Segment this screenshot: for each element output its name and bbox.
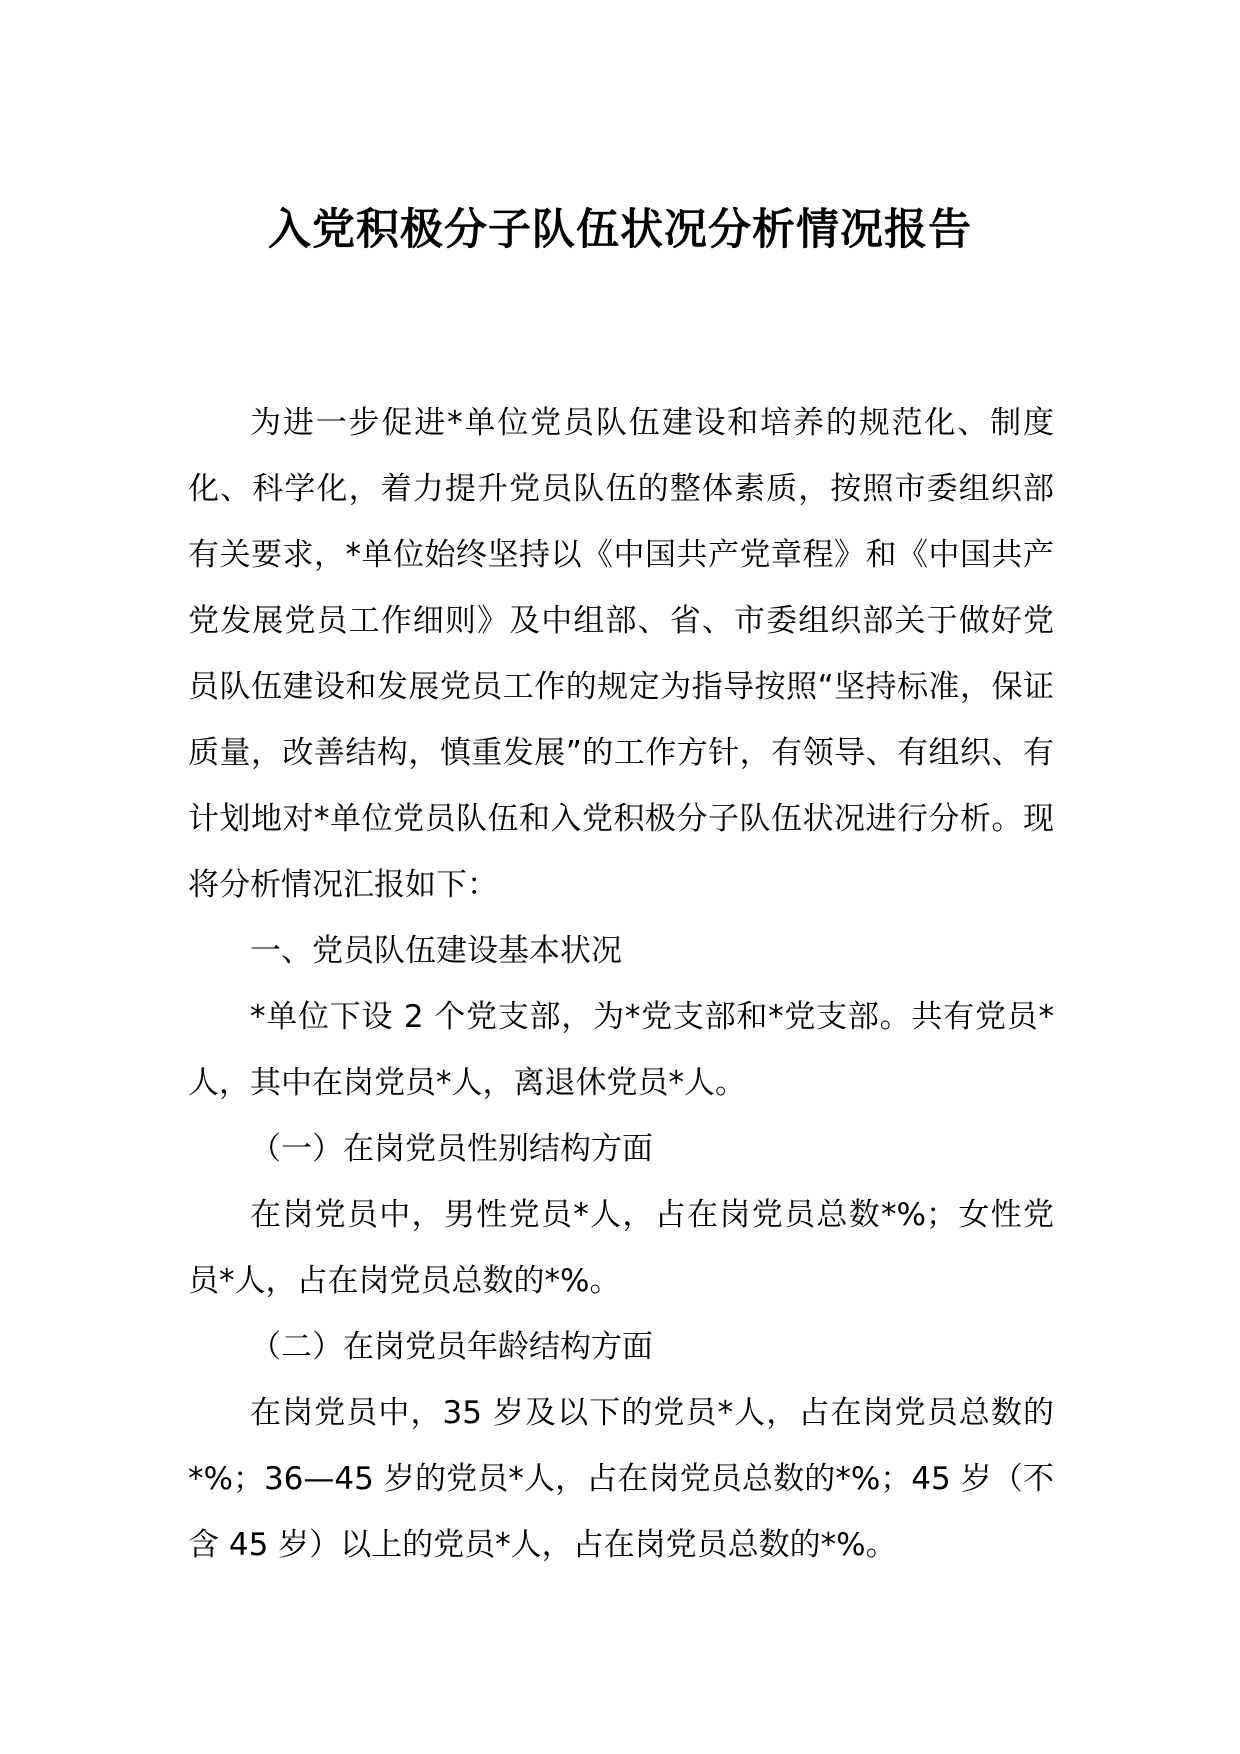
branch-overview-paragraph: *单位下设 2 个党支部，为*党支部和*党支部。共有党员*人，其中在岗党员*人，离退休党员*人。 bbox=[188, 999, 1054, 1101]
section-heading-1: 一、党员队伍建设基本状况 bbox=[250, 933, 622, 969]
subsection-heading-gender: （一）在岗党员性别结构方面 bbox=[250, 1131, 653, 1167]
gender-structure-paragraph: 在岗党员中，男性党员*人，占在岗党员总数*%；女性党员*人，占在岗党员总数的*%。 bbox=[188, 1197, 1054, 1299]
document-title: 入党积极分子队伍状况分析情况报告 bbox=[268, 205, 972, 255]
intro-paragraph: 为进一步促进*单位党员队伍建设和培养的规范化、制度化、科学化，着力提升党员队伍的整体素质，按照市委组织部有关要求，*单位始终坚持以《中国共产党章程》和《中国共产党发展党员工作细则》及中组部、省、市委组织部关于做好党员队伍建设和发展党员工作的规定为指导按照“坚持标准，保证质量，改善结构，慎重发展”的工作方针，有领导、有组织、有计划地对*单位党员队伍和入党积极分子队伍状况进行分析。现将分析情况汇报如下： bbox=[188, 405, 1054, 903]
document-body bbox=[188, 390, 1054, 1578]
age-structure-paragraph: 在岗党员中，35 岁及以下的党员*人，占在岗党员总数的*%；36—45 岁的党员*人，占在岗党员总数的*%；45 岁（不含 45 岁）以上的党员*人，占在岗党员总数的*%。 bbox=[188, 1395, 1054, 1563]
subsection-heading-age: （二）在岗党员年龄结构方面 bbox=[250, 1329, 653, 1365]
